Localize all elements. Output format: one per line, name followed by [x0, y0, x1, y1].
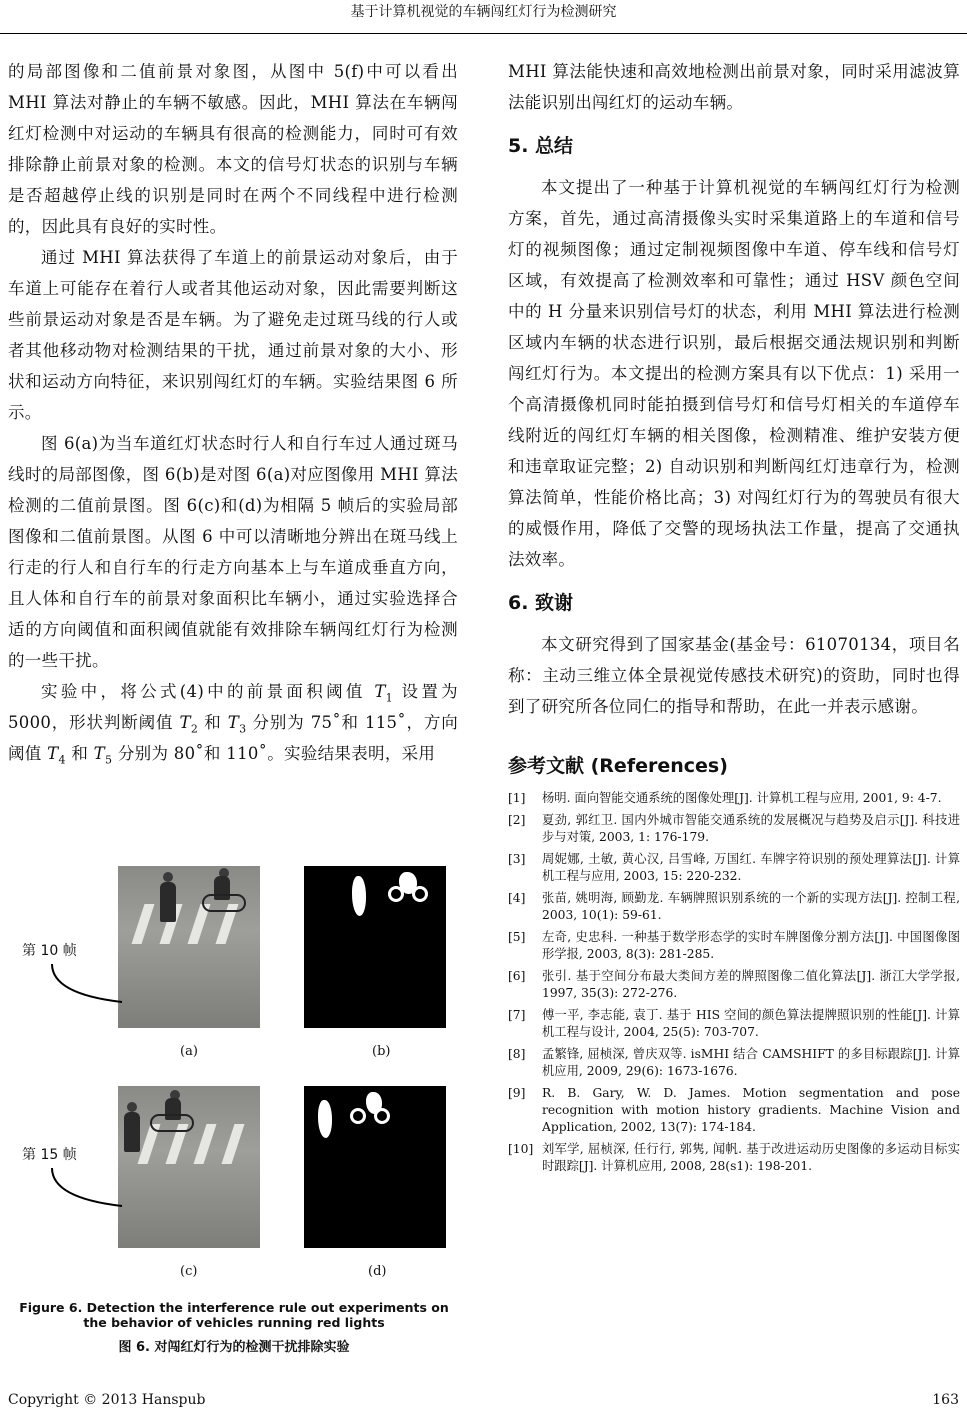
paragraph-acknowledgement: 本文研究得到了国家基金(基金号：61070134，项目名称：主动三维立体全景视觉传感技术研究)的资助，同时也得到了研究所各位同仁的指导和帮助，在此一并表示感谢。: [508, 635, 960, 716]
references-title: 参考文献 (References): [508, 755, 728, 777]
reference-item: [508, 1141, 960, 1175]
reference-text: 孟繁锋, 屈桢深, 曾庆双等. isMHI 结合 CAMSHIFT 的多目标跟踪[J]. 计算机应用, 2009, 29(6): 1673-1676.: [542, 1047, 960, 1078]
pointer-curve-15: [48, 1164, 128, 1214]
bicycle-figure: [202, 894, 246, 912]
reference-item: [508, 968, 960, 1002]
reference-number: [1]: [508, 791, 526, 805]
photo-frame-10: [118, 866, 260, 1028]
label-a: (a): [180, 1044, 198, 1059]
reference-item: [508, 1007, 960, 1041]
figure-6: [8, 862, 460, 1362]
section-5-title: 5. 总结: [508, 135, 574, 157]
running-header: 基于计算机视觉的车辆闯红灯行为检测研究: [0, 0, 967, 34]
reference-item: [508, 1085, 960, 1136]
label-b: (b): [372, 1044, 391, 1059]
reference-text: 傅一平, 李志能, 袁丁. 基于 HIS 空间的颜色算法提牌照识别的性能[J]. 计算机工程与设计, 2004, 25(5): 703-707.: [542, 1008, 960, 1039]
reference-text: 张引. 基于空间分布最大类间方差的牌照图像二值化算法[J]. 浙江大学学报, 1997, 35(3): 272-276.: [542, 969, 960, 1000]
p4-text-c: 和: [198, 713, 228, 732]
paragraph-3: 图 6(a)为当车道红灯状态时行人和自行车过人通过斑马线时的局部图像，图 6(b)是对图 6(a)对应图像用 MHI 算法检测的二值前景图。图 6(c)和(d)为相隔 5 帧后的实验局部图像和二值前景图。从图 6 中可以清晰地分辨出在斑马线上行走的行人和自行车的行走方向基本上与车道成垂直方向，且人体和自行车的前景对象面积比车辆小，通过实验选择合适的方向阈值和面积阈值就能有效排除车辆闯红灯行为检测的一些干扰。: [8, 434, 458, 670]
frame-label-15: 第 15 帧: [22, 1147, 77, 1163]
label-c: (c): [180, 1264, 198, 1279]
reference-number: [5]: [508, 930, 526, 944]
pointer-curve-10: [48, 960, 128, 1010]
symbol-t1: T: [374, 682, 386, 701]
left-column: [8, 56, 458, 769]
symbol-t3-sub: 3: [239, 722, 247, 736]
symbol-t4: T: [47, 744, 59, 763]
mask-frame-15: [304, 1086, 446, 1248]
section-6-title: 6. 致谢: [508, 592, 574, 614]
reference-text: R. B. Gary, W. D. James. Motion segmentation and pose recognition with motion history gradients. Machine Vision and Application, 2002, 13(7): 174-184.: [542, 1086, 960, 1134]
reference-number: [9]: [508, 1086, 526, 1100]
reference-item: [508, 890, 960, 924]
symbol-t3: T: [227, 713, 240, 732]
reference-number: [8]: [508, 1047, 526, 1061]
reference-number: [7]: [508, 1008, 526, 1022]
mask-frame-10: [304, 866, 446, 1028]
figure-caption-zh: 图 6. 对闯红灯行为的检测干扰排除实验: [118, 1340, 350, 1355]
paragraph-summary: 本文提出了一种基于计算机视觉的车辆闯红灯行为检测方案，首先，通过高清摄像头实时采集道路上的车道和信号灯的视频图像；通过定制视频图像中车道、停车线和信号灯区域，有效提高了检测效率和可靠性；通过 HSV 颜色空间中的 H 分量来识别信号灯的状态，利用 MHI 算法进行检测区域内车辆的状态进行识别，最后根据交通法规识别和判断闯红灯行为。本文提出的检测方案具有以下优点：1) 采用一个高清摄像机同时能拍摄到信号灯和信号灯相关的车道停车线附近的闯红灯车辆的相关图像，检测精准、维护安装方便和违章取证完整；2) 自动识别和判断闯红灯违章行为，检测算法简单，性能价格比高；3) 对闯红灯行为的驾驶员有很大的威慑作用，降低了交警的现场执法工作量，提高了交通执法效率。: [508, 178, 960, 569]
footer-page-number: 163: [932, 1392, 959, 1408]
reference-text: 左奇, 史忠科. 一种基于数学形态学的实时车牌图像分割方法[J]. 中国图像图形学报, 2003, 8(3): 281-285.: [542, 930, 960, 961]
footer-copyright: Copyright © 2013 Hanspub: [8, 1392, 206, 1408]
paragraph-1: 的局部图像和二值前景对象图，从图中 5(f)中可以看出 MHI 算法对静止的车辆不敏感。因此，MHI 算法在车辆闯红灯检测中对运动的车辆具有很高的检测能力，同时可有效排除静止前景对象的检测。本文的信号灯状态的识别与车辆是否超越停止线的识别是同时在两个不同线程中进行检测的，因此具有良好的实时性。: [8, 62, 458, 236]
pedestrian-figure: [124, 1112, 140, 1152]
reference-item: [508, 851, 960, 885]
reference-text: 刘军学, 屈桢深, 任行行, 郭隽, 闻帆. 基于改进运动历史图像的多运动目标实时跟踪[J]. 计算机应用, 2008, 28(s1): 198-201.: [542, 1142, 960, 1173]
reference-text: 周妮娜, 土敏, 黄心汉, 吕雪峰, 万国红. 车牌字符识别的预处理算法[J]. 计算机工程与应用, 2003, 15: 220-232.: [542, 852, 960, 883]
p4-text-a: 实验中，将公式(4)中的前景面积阈值: [41, 682, 375, 701]
reference-number: [2]: [508, 813, 526, 827]
p4-text-e: 和: [65, 744, 94, 763]
reference-number: [3]: [508, 852, 526, 866]
symbol-t5-sub: 5: [104, 753, 113, 767]
reference-number: [4]: [508, 891, 526, 905]
pedestrian-figure: [160, 882, 176, 922]
p4-text-b: 设置为 5000，形状判断阈值: [8, 682, 458, 732]
right-column: [508, 56, 960, 1180]
p4-text-d: 分别为 75˚和 115˚，方向阈值: [8, 713, 459, 763]
reference-text: 夏劲, 郭红卫. 国内外城市智能交通系统的发展概况与趋势及启示[J]. 科技进步与对策, 2003, 1: 176-179.: [542, 813, 960, 844]
reference-text: 杨明. 面向智能交通系统的图像处理[J]. 计算机工程与应用, 2001, 9: 4-7.: [542, 791, 942, 805]
reference-number: [10]: [508, 1142, 534, 1156]
bicycle-figure: [150, 1114, 194, 1132]
reference-text: 张苗, 姚明海, 顾勤龙. 车辆牌照识别系统的一个新的实现方法[J]. 控制工程, 2003, 10(1): 59-61.: [542, 891, 960, 922]
reference-item: [508, 790, 960, 807]
reference-item: [508, 1046, 960, 1080]
symbol-t2-sub: 2: [190, 722, 199, 736]
reference-item: [508, 812, 960, 846]
symbol-t2: T: [179, 713, 191, 732]
frame-label-10: 第 10 帧: [22, 943, 77, 959]
symbol-t4-sub: 4: [58, 753, 66, 767]
paragraph-4: [8, 676, 458, 769]
paragraph-2: 通过 MHI 算法获得了车道上的前景运动对象后，由于车道上可能存在着行人或者其他运动对象，因此需要判断这些前景运动对象是否是车辆。为了避免走过斑马线的行人或者其他移动物对检测结果的干扰，通过前景对象的大小、形状和运动方向特征，来识别闯红灯的车辆。实验结果图 6 所示。: [8, 248, 458, 422]
photo-frame-15: [118, 1086, 260, 1248]
p4-text-f: 分别为 80˚和 110˚。实验结果表明，采用: [112, 744, 436, 763]
reference-list: [508, 790, 960, 1175]
reference-number: [6]: [508, 969, 526, 983]
paragraph-continued: MHI 算法能快速和高效地检测出前景对象，同时采用滤波算法能识别出闯红灯的运动车辆。: [508, 62, 960, 112]
symbol-t5: T: [93, 744, 105, 763]
symbol-t1-sub: 1: [385, 691, 393, 705]
label-d: (d): [368, 1264, 387, 1279]
reference-item: [508, 929, 960, 963]
figure-caption-en: Figure 6. Detection the interference rule out experiments on the behavior of vehicles running red lights: [19, 1300, 449, 1330]
